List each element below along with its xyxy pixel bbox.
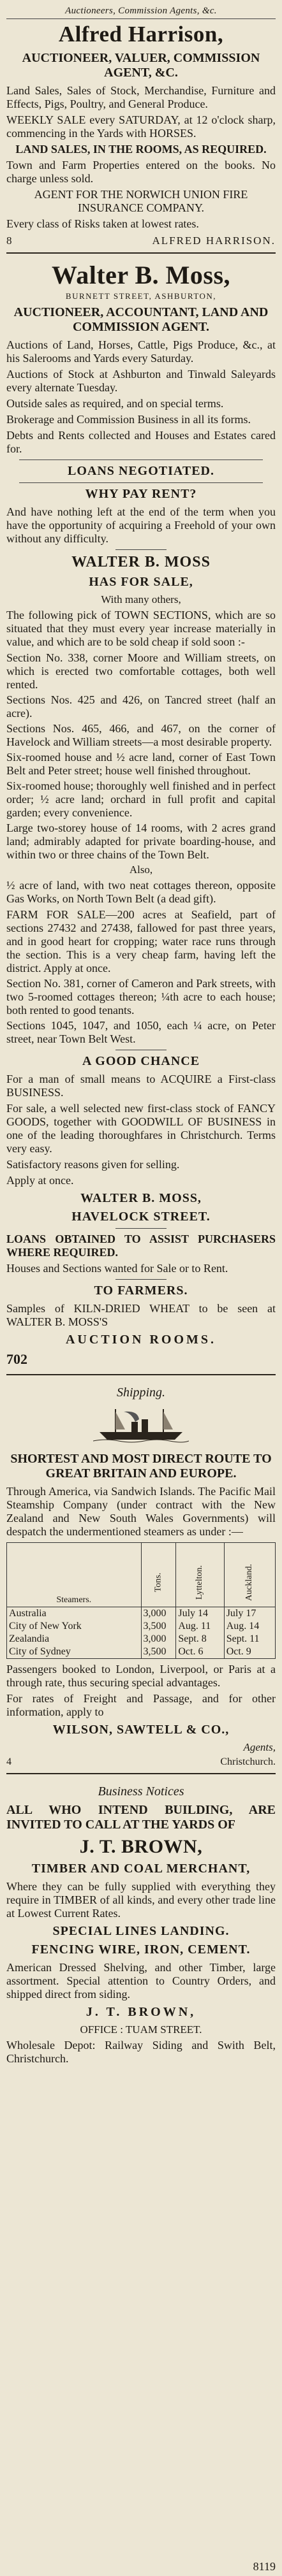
ad-paragraph: Houses and Sections wanted for Sale or to Rent. [6, 1262, 228, 1275]
special-lines: SPECIAL LINES LANDING. [52, 1924, 230, 1938]
ad-alfred-harrison [6, 0, 276, 254]
ad-paragraph: Passengers booked to London, Liverpool, or Paris at a through rate, thus securing special advantages. [6, 1663, 276, 1689]
ad-paragraph: Wholesale Depot: Railway Siding and Swith Belt, Christchurch. [6, 2039, 276, 2065]
list-item: Sections Nos. 425 and 426, on Tancred street (half an acre). [6, 693, 276, 720]
advertiser-title: AUCTIONEER, VALUER, COMMISSION AGENT, &C. [22, 51, 260, 80]
ad-paragraph: For a man of small means to ACQUIRE a First-class BUSINESS. [6, 1073, 276, 1099]
ad-paragraph: American Dressed Shelving, and other Timber, large assortment. Special attention to Country Orders, and shipped direct from siding. [6, 1961, 276, 2001]
ad-paragraph: Brokerage and Commission Business in all its forms. [6, 413, 251, 426]
list-item: Section No. 381, corner of Cameron and Park streets, with two 5-roomed cottages thereon; ¼th acre to each house; both rented to good tenants. [6, 977, 276, 1017]
table-cell: 3,000 [141, 1607, 176, 1621]
table-cell: City of Sydney [7, 1646, 142, 1659]
table-row [7, 1633, 276, 1646]
good-chance-heading: A GOOD CHANCE [82, 1054, 200, 1068]
steamship-icon [93, 1405, 189, 1444]
advertiser-name: J. T. BROWN, [79, 1836, 203, 1857]
ad-number: 8119 [253, 2560, 276, 2573]
column-heading: Auctioneers, Commission Agents, &c. [6, 4, 276, 19]
shipping-section [6, 1375, 276, 1774]
ad-paragraph: Through America, via Sandwich Islands. The Pacific Mail Steamship Company (under contract with the New Zealand and New South Wales Governments) will despatch the undermentioned steamers as under :— [6, 1485, 276, 1538]
agents-footer [6, 1756, 276, 1768]
table-row [7, 1620, 276, 1633]
also-line: Also, [129, 864, 153, 876]
table-cell: City of New York [7, 1620, 142, 1633]
ad-paragraph: Land Sales, Sales of Stock, Merchandise, Furniture and Effects, Pigs, Poultry, and General Produce. [6, 84, 276, 110]
signature-name: ALFRED HARRISON. [152, 235, 276, 247]
trade-line: TIMBER AND COAL MERCHANT, [31, 1862, 251, 1876]
ad-paragraph: Samples of KILN-DRIED WHEAT to be seen at WALTER B. MOSS'S [6, 1302, 276, 1328]
havelock-line: HAVELOCK STREET. [71, 1210, 211, 1224]
table-row [7, 1607, 276, 1621]
ad-paragraph: ½ acre of land, with two neat cottages thereon, opposite Gas Works, on North Town Belt (a dead gift). [6, 879, 276, 905]
ad-paragraph: WEEKLY SALE every SATURDAY, at 12 o'clock sharp, commencing in the Yards with HORSES. [6, 113, 276, 140]
agents-sub: Agents, [243, 1741, 276, 1753]
ad-paragraph: Town and Farm Properties entered on the books. No charge unless sold. [6, 159, 276, 185]
table-cell: Oct. 6 [176, 1646, 224, 1659]
ad-paragraph: And have nothing left at the end of the term when you have the opportunity of acquiring a Freehold of your own without any difficulty. [6, 505, 276, 545]
table-cell: Oct. 9 [224, 1646, 275, 1659]
table-cell: 3,500 [141, 1646, 176, 1659]
table-cell: Zealandia [7, 1633, 142, 1646]
advertiser-name: Walter B. Moss, [51, 261, 231, 289]
signature-name: J. T. BROWN, [85, 2005, 197, 2019]
divider [19, 482, 263, 483]
route-heading: SHORTEST AND MOST DIRECT ROUTE TO GREAT BRITAIN AND EUROPE. [10, 1452, 272, 1480]
table-cell: 3,000 [141, 1633, 176, 1646]
ad-paragraph: Apply at once. [6, 1174, 74, 1187]
steamer-table [6, 1542, 276, 1659]
ad-paragraph: LAND SALES, IN THE ROOMS, AS REQUIRED. [15, 143, 267, 156]
walter-sig: WALTER B. MOSS, [80, 1191, 202, 1205]
table-cell: July 14 [176, 1607, 224, 1621]
table-cell: Aug. 14 [224, 1620, 275, 1633]
fencing-line: FENCING WIRE, IRON, CEMENT. [31, 1943, 251, 1957]
table-cell: Sept. 11 [224, 1633, 275, 1646]
property-list-2 [6, 908, 276, 1046]
has-for-sale-heading: HAS FOR SALE, [89, 575, 193, 589]
divider [115, 1228, 167, 1229]
auction-rooms-line: AUCTION ROOMS. [65, 1333, 216, 1347]
section-heading: Business Notices [98, 1784, 184, 1798]
table-cell: 3,500 [141, 1620, 176, 1633]
ad-paragraph: Outside sales as required, and on special terms. [6, 397, 224, 410]
why-pay-heading: WHY PAY RENT? [85, 487, 197, 501]
advertiser-title: AUCTIONEER, ACCOUNTANT, LAND AND COMMISSION AGENT. [13, 305, 269, 334]
advertiser-name: Alfred Harrison, [58, 22, 224, 47]
list-item: FARM FOR SALE—200 acres at Seafield, part of sections 27432 and 27438, fallowed for past three years, and in good heart for cropping; water race runs through the section. This is a very cheap farm, having left the district. Apply at once. [6, 908, 276, 974]
list-item: Sections 1045, 1047, and 1050, each ¼ acre, on Peter street, near Town Belt West. [6, 1019, 276, 1045]
steamship-illustration [6, 1405, 276, 1447]
ad-paragraph: AGENT FOR THE NORWICH UNION FIRE INSURANCE COMPANY. [34, 188, 248, 214]
col-tons: Tons. [141, 1543, 176, 1607]
col-lyttelton: Lyttelton. [176, 1543, 224, 1607]
table-cell: July 17 [224, 1607, 275, 1621]
city-name: Christchurch. [220, 1756, 276, 1767]
ad-paragraph: Satisfactory reasons given for selling. [6, 1158, 180, 1171]
agents-name: WILSON, SAWTELL & CO., [52, 1723, 230, 1737]
list-item: Sections Nos. 465, 466, and 467, on the corner of Havelock and William streets—a most desirable property. [6, 722, 276, 748]
ad-walter-moss [6, 254, 276, 1375]
to-farmers-heading: TO FARMERS. [94, 1284, 188, 1298]
ad-paragraph: Auctions of Stock at Ashburton and Tinwald Saleyards every alternate Tuesday. [6, 368, 276, 394]
list-item: Large two-storey house of 14 rooms, with 2 acres grand land; admirably adapted for private boarding-house, and within two or three chains of the Town Belt. [6, 821, 276, 861]
col-steamers: Steamers. [7, 1543, 142, 1607]
ad-number: 702 [6, 1351, 27, 1367]
with-many-line: With many others, [101, 593, 181, 605]
ad-paragraph: Debts and Rents collected and Houses and Estates cared for. [6, 429, 276, 455]
advertiser-address: BURNETT STREET, ASHBURTON, [65, 291, 217, 301]
list-item: Six-roomed house; thoroughly well finished and in perfect order; ½ acre land; orchard in full profit and capital garden; every convenience. [6, 779, 276, 819]
table-cell: Sept. 8 [176, 1633, 224, 1646]
ad-paragraph: Where they can be fully supplied with everything they require in TIMBER of all kinds, and every other trade line at Lowest Current Rates. [6, 1880, 276, 1920]
office-line: OFFICE : TUAM STREET. [80, 2023, 202, 2036]
table-cell: Aug. 11 [176, 1620, 224, 1633]
divider [115, 549, 167, 550]
table-cell: Australia [7, 1607, 142, 1621]
ad-number: 4 [6, 1756, 11, 1767]
col-auckland: Auckland. [224, 1543, 275, 1607]
divider [115, 1279, 167, 1280]
ad-intro: ALL WHO INTEND BUILDING, ARE INVITED TO CALL AT THE YARDS OF [6, 1803, 276, 1832]
property-list [6, 651, 276, 862]
ad-paragraph: The following pick of TOWN SECTIONS, which are so situated that they must every year increase materially in value, and which are to be sold cheap if sold soon :- [6, 609, 276, 648]
ad-paragraph: Every class of Risks taken at lowest rates. [6, 217, 199, 230]
section-heading: Shipping. [116, 1386, 166, 1400]
ad-number: 8 [6, 235, 13, 247]
list-item: Section No. 338, corner Moore and William streets, on which is erected two comfortable cottages, both well rented. [6, 651, 276, 691]
ad-paragraph: LOANS OBTAINED TO ASSIST PURCHASERS WHERE REQUIRED. [6, 1233, 276, 1259]
ad-paragraph: Auctions of Land, Horses, Cattle, Pigs Produce, &c., at his Salerooms and Yards every Saturday. [6, 338, 276, 365]
business-notices-section [6, 1774, 276, 2073]
walter-heading: WALTER B. MOSS [71, 554, 211, 570]
loans-heading: LOANS NEGOTIATED. [67, 464, 214, 478]
ad-paragraph: For sale, a well selected new first-class stock of FANCY GOODS, together with GOODWILL OF BUSINESS in one of the leading thoroughfares in Christchurch. Terms very easy. [6, 1102, 276, 1155]
table-row [7, 1646, 276, 1659]
ad-paragraph: For rates of Freight and Passage, and for other information, apply to [6, 1692, 276, 1718]
signature-line [6, 235, 276, 247]
list-item: Six-roomed house and ½ acre land, corner of East Town Belt and Peter street; house well finished throughout. [6, 751, 276, 777]
divider [19, 459, 263, 460]
